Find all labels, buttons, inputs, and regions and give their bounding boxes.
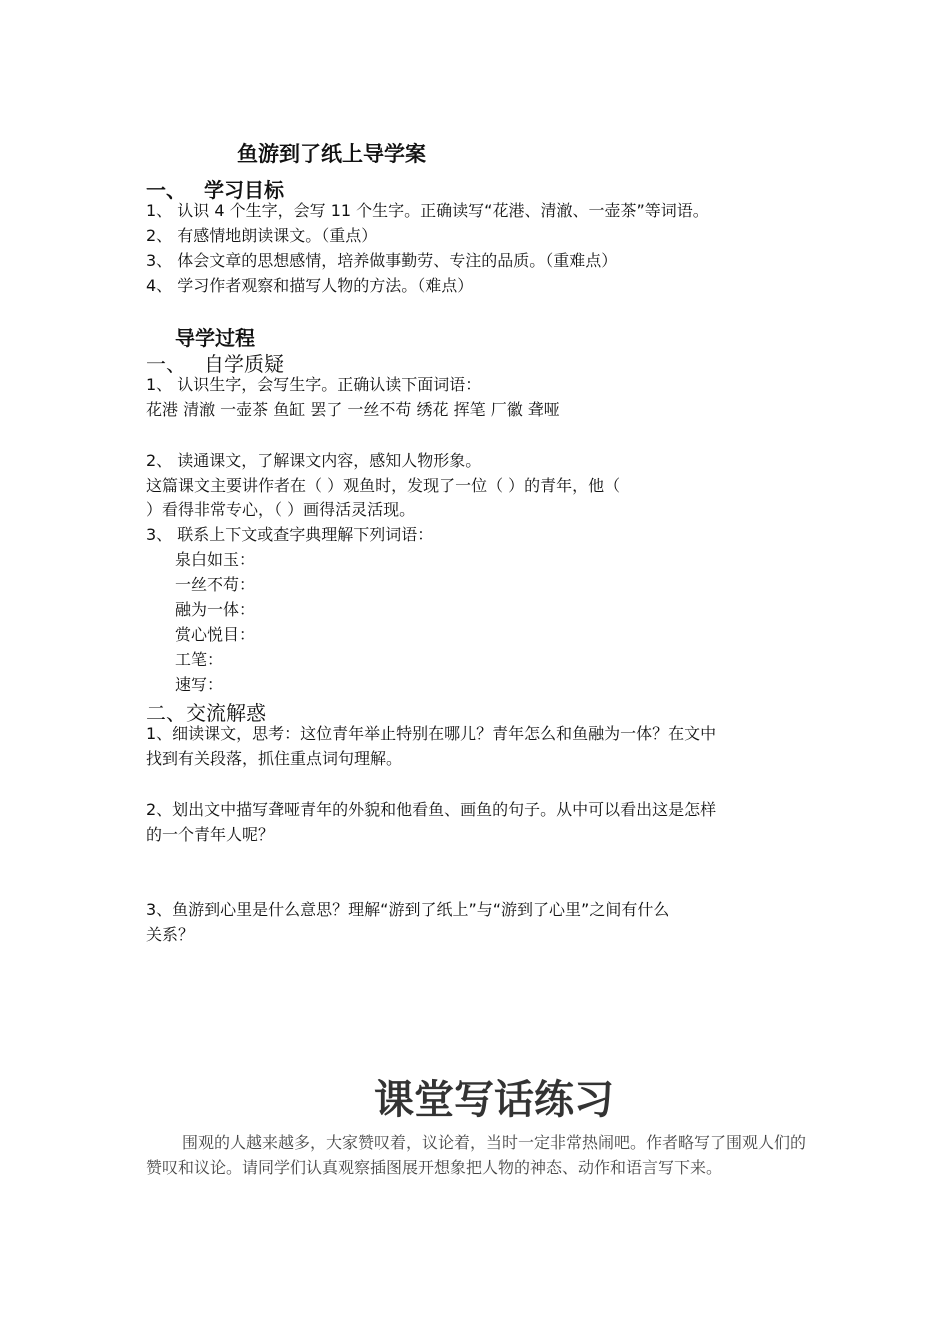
fill-blank-line: ）看得非常专心，（ ）画得活灵活现。 bbox=[146, 500, 416, 519]
term-item: 工笔： bbox=[175, 650, 224, 669]
question-2: 2、 读通课文，了解课文内容，感知人物形象。 bbox=[146, 451, 482, 470]
discussion-question: 找到有关段落，抓住重点词句理解。 bbox=[146, 749, 403, 768]
discussion-question: 1、细读课文，思考：这位青年举止特别在哪儿？青年怎么和鱼融为一体？在文中 bbox=[146, 724, 717, 743]
practice-heading: 课堂写话练习 bbox=[374, 1076, 614, 1123]
part2-heading: 二、交流解惑 bbox=[146, 701, 266, 725]
goal-item: 4、 学习作者观察和描写人物的方法。（难点） bbox=[146, 276, 474, 295]
part1-heading bbox=[146, 348, 284, 377]
term-item: 速写： bbox=[175, 675, 224, 694]
part-number: 一、 bbox=[146, 352, 186, 376]
term-item: 一丝不苟： bbox=[175, 575, 256, 594]
practice-paragraph: 围观的人越来越多，大家赞叹着，议论着，当时一定非常热闹吧。作者略写了围观人们的赞叹和议论。请同学们认真观察插图展开想象把人物的神态、动作和语言写下来。 bbox=[146, 1133, 807, 1177]
discussion-question: 的一个青年人呢？ bbox=[146, 825, 275, 844]
section-heading-goals bbox=[146, 174, 284, 203]
word-list: 花港 清澈 一壶茶 鱼缸 罢了 一丝不苟 绣花 挥笔 厂徽 聋哑 bbox=[146, 400, 560, 419]
goal-item: 1、 认识 4 个生字，会写 11 个生字。正确读写“花港、清澈、一壶茶”等词语。 bbox=[146, 201, 709, 220]
question-1: 1、 认识生字，会写生字。正确认读下面词语： bbox=[146, 375, 482, 394]
term-item: 融为一体： bbox=[175, 600, 256, 619]
discussion-question: 2、划出文中描写聋哑青年的外貌和他看鱼、画鱼的句子。从中可以看出这是怎样 bbox=[146, 800, 717, 819]
goal-item: 2、 有感情地朗读课文。（重点） bbox=[146, 226, 378, 245]
fill-blank-line: 这篇课文主要讲作者在（ ）观鱼时，发现了一位（ ）的青年，他（ bbox=[146, 476, 621, 495]
page-title: 鱼游到了纸上导学案 bbox=[237, 142, 426, 166]
term-item: 泉白如玉： bbox=[175, 550, 256, 569]
part-title: 自学质疑 bbox=[204, 352, 284, 376]
term-item: 赏心悦目： bbox=[175, 625, 256, 644]
process-heading: 导学过程 bbox=[175, 326, 255, 350]
goal-item: 3、 体会文章的思想感情，培养做事勤劳、专注的品质。（重难点） bbox=[146, 251, 618, 270]
question-3: 3、 联系上下文或查字典理解下列词语： bbox=[146, 525, 434, 544]
discussion-question: 3、鱼游到心里是什么意思？理解“游到了纸上”与“游到了心里”之间有什么 bbox=[146, 900, 670, 919]
section-title: 学习目标 bbox=[204, 178, 284, 202]
section-number: 一、 bbox=[146, 178, 186, 202]
discussion-question: 关系？ bbox=[146, 925, 195, 944]
